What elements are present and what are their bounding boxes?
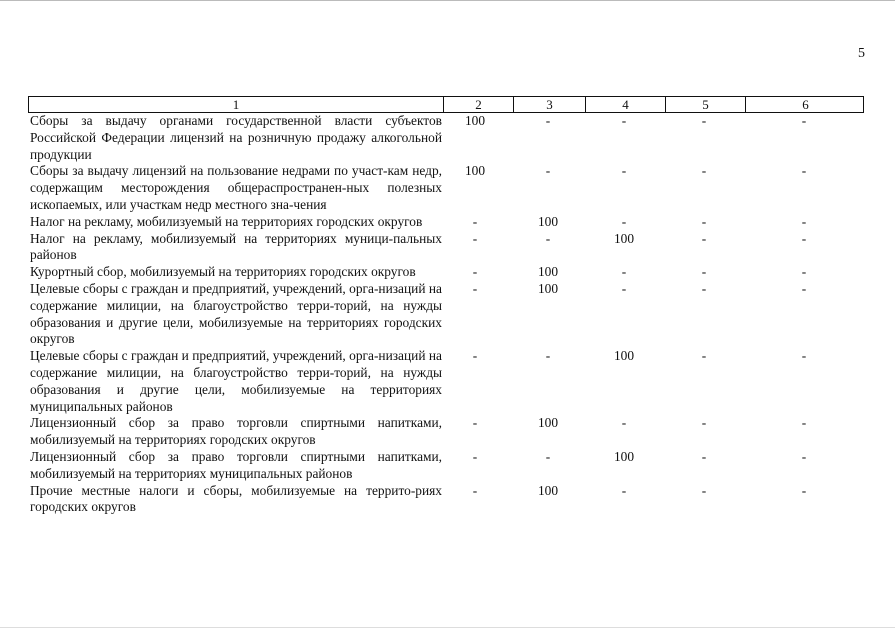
header-cell-5: 5 xyxy=(665,97,745,112)
scan-top-edge xyxy=(0,0,895,1)
header-cell-6: 6 xyxy=(745,97,865,112)
value-cell-col4: 100 xyxy=(613,230,635,246)
value-cell-col4: - xyxy=(621,482,627,498)
value-cell-col4: 100 xyxy=(613,348,635,364)
value-cell-col3: 100 xyxy=(537,280,559,296)
table-row xyxy=(28,231,864,265)
table-row xyxy=(28,348,864,415)
value-cell-col4: - xyxy=(621,280,627,296)
value-cell-col3: - xyxy=(545,113,551,128)
value-cell-col6: - xyxy=(801,448,807,464)
value-cell-col2: - xyxy=(472,230,478,246)
revenue-distribution-table xyxy=(28,96,864,516)
page-number: 5 xyxy=(858,46,865,61)
value-cell-col3: - xyxy=(545,163,551,179)
row-description: Сборы за выдачу лицензий на пользование недрами по участ-кам недр, содержащим месторождения общераспространен-ных полезных ископаемых, или участкам недр местного зна-чения xyxy=(30,163,442,212)
value-cell-col6: - xyxy=(801,163,807,179)
header-cell-4: 4 xyxy=(585,97,665,112)
value-cell-col2: - xyxy=(472,348,478,364)
header-cell-2: 2 xyxy=(443,97,513,112)
value-cell-col4: - xyxy=(621,163,627,179)
table-body xyxy=(28,113,864,516)
scan-bottom-edge xyxy=(0,627,895,628)
table-row xyxy=(28,483,864,517)
value-cell-col6: - xyxy=(801,348,807,364)
value-cell-col2: 100 xyxy=(464,163,486,179)
value-cell-col5: - xyxy=(701,113,707,128)
row-description: Прочие местные налоги и сборы, мобилизуемые на террито-риях городских округов xyxy=(30,482,442,515)
value-cell-col3: - xyxy=(545,348,551,364)
row-description: Лицензионный сбор за право торговли спиртными напитками, мобилизуемый на территориях городских округов xyxy=(30,415,442,448)
value-cell-col6: - xyxy=(801,213,807,229)
value-cell-col5: - xyxy=(701,482,707,498)
value-cell-col6: - xyxy=(801,113,807,128)
value-cell-col4: - xyxy=(621,113,627,128)
header-cell-3: 3 xyxy=(513,97,585,112)
row-description: Налог на рекламу, мобилизуемый на территориях муници-пальных районов xyxy=(30,230,442,263)
value-cell-col4: - xyxy=(621,213,627,229)
value-cell-col4: - xyxy=(621,415,627,431)
value-cell-col5: - xyxy=(701,230,707,246)
value-cell-col5: - xyxy=(701,415,707,431)
value-cell-col6: - xyxy=(801,280,807,296)
row-description: Целевые сборы с граждан и предприятий, учреждений, орга-низаций на содержание милиции, на благоустройство терри-торий, на нужды образования и другие цели, мобилизуемые на территориях муниципальных районов xyxy=(30,348,442,414)
value-cell-col4: - xyxy=(621,264,627,280)
value-cell-col3: 100 xyxy=(537,415,559,431)
value-cell-col2: - xyxy=(472,264,478,280)
value-cell-col2: - xyxy=(472,482,478,498)
table-row xyxy=(28,214,864,231)
row-description: Целевые сборы с граждан и предприятий, учреждений, орга-низаций на содержание милиции, на благоустройство терри-торий, на нужды образования и другие цели, мобилизуемые на территориях городских округов xyxy=(30,280,442,347)
row-description: Курортный сбор, мобилизуемый на территориях городских округов xyxy=(30,264,416,280)
row-description: Сборы за выдачу органами государственной власти субъектов Российской Федерации лицензий на розничную продажу алкогольной продукции xyxy=(30,113,442,162)
value-cell-col2: 100 xyxy=(464,113,486,128)
value-cell-col6: - xyxy=(801,415,807,431)
table-row xyxy=(28,113,864,163)
table-row xyxy=(28,449,864,483)
value-cell-col2: - xyxy=(472,213,478,229)
value-cell-col3: - xyxy=(545,230,551,246)
row-description: Налог на рекламу, мобилизуемый на территориях городских округов xyxy=(30,213,423,229)
value-cell-col5: - xyxy=(701,213,707,229)
value-cell-col5: - xyxy=(701,163,707,179)
value-cell-col5: - xyxy=(701,264,707,280)
value-cell-col6: - xyxy=(801,264,807,280)
value-cell-col5: - xyxy=(701,448,707,464)
value-cell-col4: 100 xyxy=(613,448,635,464)
value-cell-col2: - xyxy=(472,448,478,464)
row-description: Лицензионный сбор за право торговли спиртными напитками, мобилизуемый на территориях муниципальных районов xyxy=(30,448,442,481)
header-cell-1: 1 xyxy=(232,97,240,112)
value-cell-col5: - xyxy=(701,280,707,296)
value-cell-col3: 100 xyxy=(537,482,559,498)
table-row xyxy=(28,163,864,213)
value-cell-col2: - xyxy=(472,415,478,431)
value-cell-col2: - xyxy=(472,280,478,296)
value-cell-col5: - xyxy=(701,348,707,364)
value-cell-col3: 100 xyxy=(537,264,559,280)
table-row xyxy=(28,281,864,348)
table-header-row xyxy=(28,96,864,113)
value-cell-col3: 100 xyxy=(537,213,559,229)
table-row xyxy=(28,264,864,281)
value-cell-col6: - xyxy=(801,482,807,498)
value-cell-col6: - xyxy=(801,230,807,246)
value-cell-col3: - xyxy=(545,448,551,464)
table-row xyxy=(28,415,864,449)
